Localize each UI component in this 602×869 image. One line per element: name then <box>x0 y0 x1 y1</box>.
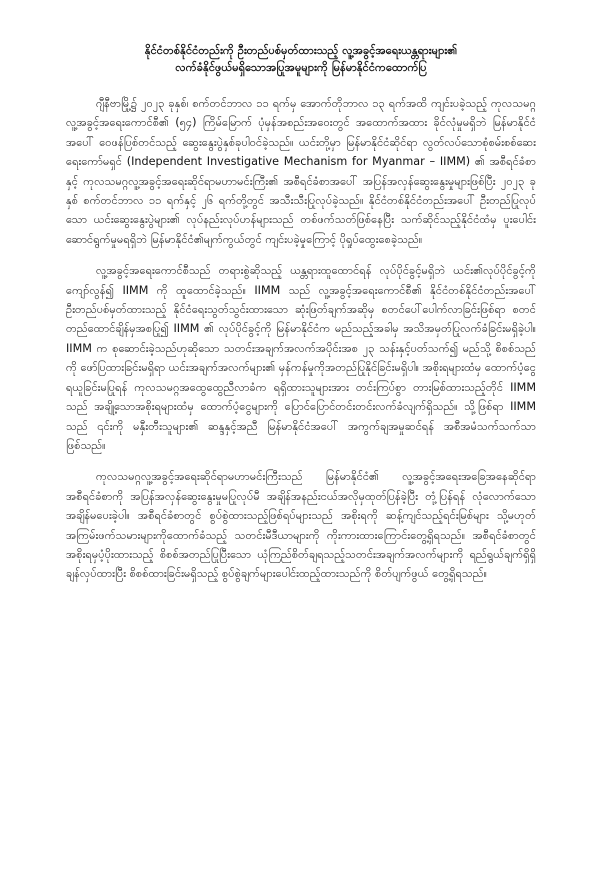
title-line-1: နိုင်ငံတစ်နိုင်ငံတည်းကို ဦးတည်ပစ်မှတ်ထားသည့် လူ့အခွင့်အရေးယန္တရားများ၏ <box>144 44 458 57</box>
document-title <box>66 42 536 76</box>
body-paragraph-1: ဂျီနီဗာမြို့၌ ၂၀၂၃ ခုနှစ်၊ စက်တင်ဘာလ ၁၁ ရက်မှ အောက်တိုဘာလ ၁၃ ရက်အထိ ကျင်းပခဲ့သည့် ကုလသမဂ္ဂလူ့အခွင့်အရေးကောင်စီ၏ (၅၄) ကြိမ်မြောက် ပုံမှန်အစည်းအဝေးတွင် အထောက်အထား ခိုင်လုံမှုမရှိဘဲ မြန်မာနိုင်ငံအပေါ် ဝေဖန်ပြစ်တင်သည့် ဆွေးနွေးပွဲနှစ်ခုပါဝင်ခဲ့သည်။ ယင်းတို့မှာ မြန်မာနိုင်ငံဆိုင်ရာ လွတ်လပ်သောစုံစမ်းစစ်ဆေးရေးကော်မရှင် (Independent Investigative Mechanism for Myanmar – IIMM) ၏ အစီရင်ခံစာနှင့် ကုလသမဂ္ဂလူ့အခွင့်အရေးဆိုင်ရာမဟာမင်းကြီး၏ အစီရင်ခံစာအပေါ် အပြန်အလှန်ဆွေးနွေးမှုများဖြစ်ပြီး ၂၀၂၃ ခုနှစ် စက်တင်ဘာလ ၁၁ ရက်နှင့် ၂၆ ရက်တို့တွင် အသီးသီးပြုလုပ်ခဲ့သည်။ နိုင်ငံတစ်နိုင်ငံတည်းအပေါ် ဦးတည်ပြုလုပ်သော ယင်းဆွေးနွေးပွဲများ၏ လုပ်နည်းလုပ်ဟန်များသည် တစ်ဖက်သတ်ဖြစ်နေပြီး သက်ဆိုင်သည့်နိုင်ငံထံမှ ပူးပေါင်းဆောင်ရွက်မှုမရရှိဘဲ မြန်မာနိုင်ငံ၏မျက်ကွယ်တွင် ကျင်းပခဲ့မှုကြောင့် ပိုရှုပ်ထွေးစေခဲ့သည်။ <box>66 97 536 246</box>
title-line-2: လက်ခံနိုင်ဖွယ်မရှိသောအပြုအမူများကို မြန်မာနိုင်ငံကထောက်ပြ <box>175 61 427 74</box>
body-paragraph-2: လူ့အခွင့်အရေးကောင်စီသည် တရားစွဲဆိုသည့် ယန္တရားထူထောင်ရန် လုပ်ပိုင်ခွင့်မရှိဘဲ ယင်း၏လုပ်ပိုင်ခွင့်ကိုကျော်လွန်၍ IIMM ကို ထူထောင်ခဲ့သည်။ IIMM သည် လူ့အခွင့်အရေးကောင်စီ၏ နိုင်ငံတစ်နိုင်ငံတည်းအပေါ် ဦးတည်ပစ်မှတ်ထားသည့် နိုင်ငံရေးသွတ်သွင်းထားသော ဆုံးဖြတ်ချက်အဆိုမှ စတင်ပေါ်ပေါက်လာခြင်းဖြစ်ရာ စတင်တည်ထောင်ချိန်မှအစပြု၍ IIMM ၏ လုပ်ပိုင်ခွင့်ကို မြန်မာနိုင်ငံက မည်သည့်အခါမှ အသိအမှတ်ပြုလက်ခံခြင်းမရှိခဲ့ပါ။ IIMM က စုဆောင်းခဲ့သည်ဟုဆိုသော သတင်းအချက်အလက်အပိုင်းအစ ၂၃ သန်းနှင့်ပတ်သက်၍ မည်သို့ စိစစ်သည်ကို ဖော်ပြထားခြင်းမရှိရာ ယင်းအချက်အလက်များ၏ မှန်ကန်မှုကိုအတည်ပြုနိုင်ခြင်းမရှိပါ။ အစိုးရများထံမှ ထောက်ပံ့ငွေရယူခြင်းမပြုရန် ကုလသမဂ္ဂအထွေထွေညီလာခံက ရရှိထားသူများအား တင်းကြပ်စွာ တားမြစ်ထားသည့်တိုင် IIMM သည် အချို့သောအစိုးရများထံမှ ထောက်ပံ့ငွေများကို ပြောင်ပြောင်တင်းတင်းလက်ခံလျက်ရှိသည်။ သို့ဖြစ်ရာ IIMM သည် ၎င်းကို မနှီးတီးသူများ၏ ဆန္ဒနှင့်အညီ မြန်မာနိုင်ငံအပေါ် အကွက်ချအမှုဆင်ရန် အစီအမံသက်သက်သာဖြစ်သည်။ <box>66 264 536 452</box>
body-paragraph-3: ကုလသမဂ္ဂလူ့အခွင့်အရေးဆိုင်ရာမဟာမင်းကြီးသည် မြန်မာနိုင်ငံ၏ လူ့အခွင့်အရေးအခြေအနေဆိုင်ရာအစီရင်ခံစာကို အပြန်အလှန်ဆွေးနွေးမှုမပြုလုပ်မီ အချိန်အနည်းငယ်အလိုမှထုတ်ပြန်ခဲ့ပြီး တုံ့ပြန်ရန် လုံလောက်သောအချိန်မပေးခဲ့ပါ။ အစီရင်ခံစာတွင် စွပ်စွဲထားသည့်ဖြစ်ရပ်များသည် အစိုးရကို ဆန့်ကျင်သည့်ရင်းမြစ်များ သို့မဟုတ် အကြမ်းဖက်သမားများကိုထောက်ခံသည့် သတင်းမီဒီယာများကို ကိုးကားထားကြောင်းတွေ့ရှိရသည်။ အစီရင်ခံစာတွင် အစိုးရမှပံ့ပိုးထားသည့် စိစစ်အတည်ပြုပြီးသော ယုံကြည်စိတ်ချရသည့်သတင်းအချက်အလက်များကို ရည်ရွယ်ချက်ရှိရှိချန်လှပ်ထားပြီး စိစစ်ထားခြင်းမရှိသည့် စွပ်စွဲချက်များပေါင်းထည့်ထားသည်ကို စိတ်ပျက်ဖွယ် တွေ့ရှိရသည်။ <box>66 470 536 581</box>
